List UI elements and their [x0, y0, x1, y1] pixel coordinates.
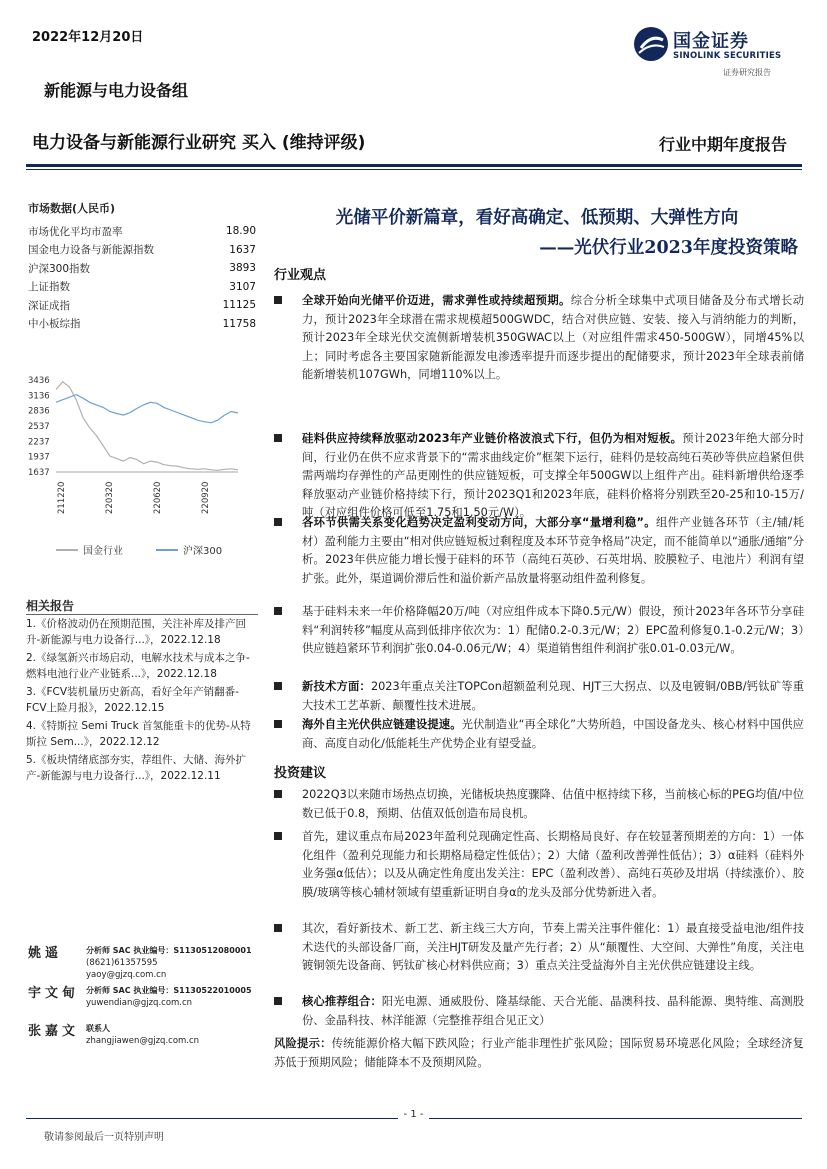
market-data-row — [26, 259, 258, 278]
related-report-item[interactable]: 3.《FCV装机量历史新高，看好全年产销翻番-FCV上险月报》，2022.12.15 — [26, 686, 239, 714]
y-tick-label: 1937 — [28, 452, 50, 463]
market-data-label: 中小板综指 — [28, 318, 81, 331]
analyst-email[interactable]: yuwendian@gjzq.com.cn — [86, 998, 193, 1008]
section-industry-view: 行业观点 — [274, 268, 327, 283]
market-data-label: 上证指数 — [28, 281, 70, 294]
bullet-icon — [274, 832, 282, 840]
analyst-name: 姚遥 — [28, 946, 63, 961]
y-tick-label: 2836 — [28, 406, 50, 417]
related-report-item[interactable]: 5.《板块情绪底部夯实，荐组件、大储、海外扩产-新能源与电力设备行...》，2022.12.11 — [26, 754, 247, 782]
series-line-0 — [56, 382, 238, 471]
market-data-row — [26, 296, 258, 315]
risk-text: 传统能源价格大幅下跌风险；行业产能非理性扩张风险；国际贸易环境恶化风险；全球经济复苏低于预期风险；储能降本不及预期风险。 — [274, 1037, 804, 1069]
market-data-row — [26, 222, 258, 241]
legend-label: 沪深300 — [183, 546, 223, 557]
market-data-label: 国金电力设备与新能源指数 — [28, 244, 154, 257]
para-bold: 各环节供需关系变化趋势决定盈利变动方向，大部分享“量增利稳”。 — [302, 516, 656, 529]
logo-en-text: SINOLINK SECURITIES — [673, 51, 782, 61]
legend-item-hs300 — [156, 542, 222, 557]
legend-label: 国金行业 — [83, 546, 123, 557]
index-line-chart — [26, 368, 258, 538]
related-report-item[interactable]: 2.《绿氢新兴市场启动，电解水技术与成本之争-燃料电池行业产业链系...》，2022.12.18 — [26, 652, 250, 680]
market-data-label: 深证成指 — [28, 299, 70, 312]
analyst-name: 张嘉文 — [28, 1024, 80, 1039]
header-divider-thin — [26, 169, 802, 170]
para-bold: 全球开始向光储平价迈进，需求弹性或持续超预期。 — [302, 294, 571, 307]
report-subtitle: ——光伏行业2023年度投资策略 — [539, 238, 798, 258]
bullet-icon — [274, 296, 282, 304]
para-text: 光伏制造业“再全球化”大势所趋，中国设备龙头、核心材料中国供应商、高度自动化/低能耗生产优势企业有望受益。 — [302, 718, 804, 750]
para-text: 2022Q3以来随市场热点切换，光储板块热度骤降、估值中枢持续下移，当前核心标的PEG均值/中位数已低于0.8，预期、估值双低创造布局良机。 — [302, 788, 804, 820]
y-tick-label: 1637 — [28, 468, 50, 478]
analyst-email[interactable]: yaoy@gjzq.com.cn — [86, 970, 167, 980]
market-data-row — [26, 278, 258, 297]
industry-rating-headline: 电力设备与新能源行业研究 买入 (维持评级) — [32, 133, 366, 153]
legend-swatch — [56, 549, 78, 551]
page-number-text: - 1 - — [398, 1109, 430, 1120]
related-report-item[interactable]: 1.《价格波动仍在预期范围，关注补库及排产回升-新能源与电力设备行...》，2022.12.18 — [26, 618, 247, 646]
para-text: 综合分析全球集中式项目储备及分布式增长动力，预计2023年全球潜在需求规模超500GWDC，结合对供应链、安装、接入与消纳能力的判断，预计2023年全球光伏交流侧新增装机350GWAC以上（对应组件需求450-500GW），同增45%以上；同时考虑各主要国家随新能源发电渗透率提升而逐步提出的配储要求，预计2023年全球表前储能新增装机107GWh，同增110%以上。 — [302, 294, 804, 382]
x-tick-label: 220920 — [201, 481, 211, 514]
related-divider — [26, 614, 258, 615]
para-bold: 核心推荐组合： — [302, 995, 382, 1008]
market-data-label: 沪深300指数 — [28, 262, 91, 275]
legend-item-industry — [56, 542, 123, 557]
market-data-row — [26, 241, 258, 260]
bullet-icon — [274, 720, 282, 728]
view-paragraph-4 — [274, 603, 804, 659]
x-tick-label: 220320 — [105, 481, 115, 514]
para-bold: 硅料供应持续释放驱动2023年产业链价格波浪式下行，但仍为相对短板。 — [302, 432, 683, 445]
analyst-cert: 分析师 SAC 执业编号：S1130522010005 — [86, 986, 252, 995]
x-tick-label: 220620 — [153, 481, 163, 514]
risk-warning — [274, 1035, 804, 1072]
market-data-panel — [26, 200, 258, 333]
invest-paragraph-1 — [274, 786, 804, 823]
invest-paragraph-2 — [274, 828, 804, 902]
bullet-icon — [274, 682, 282, 690]
analyst-email[interactable]: zhangjiawen@gjzq.com.cn — [86, 1036, 200, 1046]
risk-label: 风险提示： — [274, 1037, 332, 1050]
section-investment-advice: 投资建议 — [274, 766, 327, 781]
y-tick-label: 3436 — [28, 376, 50, 386]
page-number — [0, 1109, 827, 1120]
logo-sub-text: 证券研究报告 — [723, 68, 771, 77]
analyst-phone: (8621)61357595 — [86, 958, 158, 968]
y-tick-label: 2237 — [28, 437, 50, 448]
y-tick-label: 3136 — [28, 391, 50, 402]
research-group: 新能源与电力设备组 — [44, 81, 189, 100]
legend-swatch — [156, 549, 178, 551]
market-data-value: 18.90 — [225, 225, 256, 238]
bullet-icon — [274, 518, 282, 526]
y-tick-label: 2537 — [28, 421, 50, 432]
index-chart — [26, 368, 258, 568]
market-data-value: 11758 — [222, 317, 256, 330]
analyst-name: 宇文甸 — [28, 986, 80, 1001]
related-report-item[interactable]: 4.《特斯拉 Semi Truck 首氢能重卡的优势-从特斯拉 Sem...》，2022.12.12 — [26, 720, 251, 748]
analyst-role: 联系人 — [86, 1024, 110, 1033]
analyst-cert: 分析师 SAC 执业编号：S1130512080001 — [86, 946, 252, 955]
view-paragraph-6 — [274, 716, 804, 753]
view-paragraph-5 — [274, 678, 804, 715]
related-reports-title: 相关报告 — [26, 599, 75, 613]
para-text: 2023年重点关注TOPCon超额盈利兑现、HJT三大拐点、以及电镀铜/0BB/钙钛矿等重大技术工艺革新、颠覆性技术进展。 — [302, 680, 804, 712]
view-paragraph-1 — [274, 292, 804, 385]
para-text: 基于硅料未来一年价格降幅20万/吨（对应组件成本下降0.5元/W）假设，预计2023年各环节分享硅料“利润转移”幅度从高到低排序依次为：1）配储0.2-0.3元/W；2）EPC盈利修复0.1-0.2元/W；3）供应链趋紧环节利润扩张0.04-0.06元/W；4）渠道销售组件利润扩张0.01-0.03元/W。 — [302, 605, 804, 656]
report-title: 光储平价新篇章，看好高确定、低预期、大弹性方向 — [335, 208, 739, 228]
logo-cn-text: 国金证券 — [673, 31, 749, 52]
x-tick-label: 211220 — [57, 481, 67, 514]
market-data-value: 11125 — [222, 299, 256, 312]
para-text: 预计2023年绝大部分时间，行业仍在供不应求背景下的“需求曲线定价”框架下运行，硅料仍是较高纯石英砂等供应趋紧但供需两端均存弹性的产品更刚性的供应链短板，可支撑全年500GW以上组件产出。硅料新增供给逐季释放驱动产业链价格持续下行，预计2023Q1和2023年底，硅料价格将分别跌至20-25和10-15万/吨（对应组件价格可低至1.75和1.50元/W）。 — [302, 432, 804, 520]
invest-paragraph-3 — [274, 920, 804, 976]
company-logo — [633, 24, 793, 82]
sinolink-logo-icon — [633, 26, 669, 62]
para-bold: 海外自主光伏供应链建设提速。 — [302, 718, 462, 731]
report-date: 2022年12月20日 — [32, 30, 144, 45]
para-bold: 新技术方面： — [302, 680, 371, 693]
bullet-icon — [274, 924, 282, 932]
report-type: 行业中期年度报告 — [658, 135, 787, 154]
bullet-icon — [274, 790, 282, 798]
bullet-icon — [274, 997, 282, 1005]
market-data-value: 1637 — [229, 243, 256, 256]
footer-disclaimer: 敬请参阅最后一页特别声明 — [44, 1132, 164, 1143]
para-text: 其次，看好新技术、新工艺、新主线三大方向，节奏上需关注事件催化：1）最直接受益电池/组件技术迭代的头部设备厂商，关注HJT研发及量产先行者；2）从“颠覆性、大空间、大弹性”角度，关注电镀铜领先设备商、钙钛矿核心材料供应商；3）重点关注受益海外自主光伏供应链建设主线。 — [302, 922, 804, 973]
view-paragraph-3 — [274, 514, 804, 588]
bullet-icon — [274, 434, 282, 442]
para-text: 首先，建议重点布局2023年盈利兑现确定性高、长期格局良好、存在较显著预期差的方向：1）一体化组件（盈利兑现能力和长期格局稳定性低估）；2）大储（盈利改善弹性低估）；3）α硅料（硅料外业务强α低估）；以及从确定性角度出发关注：EPC（盈利改善）、高纯石英砂及坩埚（持续涨价）、胶膜/玻璃等核心辅材领域有望重新证明自身α的龙头及部分优势新进入者。 — [302, 830, 804, 899]
related-reports-list — [26, 616, 258, 786]
market-data-value: 3893 — [229, 262, 256, 275]
market-data-label: 市场优化平均市盈率 — [28, 225, 123, 238]
header-divider — [26, 164, 802, 167]
view-paragraph-2 — [274, 430, 804, 523]
bullet-icon — [274, 607, 282, 615]
invest-paragraph-4 — [274, 993, 804, 1030]
market-data-value: 3107 — [229, 280, 256, 293]
para-text: 组件产业链各环节（主/辅/耗材）盈利能力主要由“相对供应链短板过剩程度及本环节竞争格局”决定，而不能简单以“通胀/通缩”分析。2023年供应能力增长慢于硅料的环节（高纯石英砂、石英坩埚、胶膜粒子、电池片）利润有望扩张。此外，渠道调价滞后性和溢价新产品放量将驱动组件盈利修复。 — [302, 516, 804, 585]
market-data-title: 市场数据(人民币) — [28, 202, 116, 215]
para-text: 阳光电源、通威股份、隆基绿能、天合光能、晶澳科技、晶科能源、奥特维、高测股份、金晶科技、林洋能源（完整推荐组合见正文） — [302, 995, 804, 1027]
market-data-row — [26, 315, 258, 334]
